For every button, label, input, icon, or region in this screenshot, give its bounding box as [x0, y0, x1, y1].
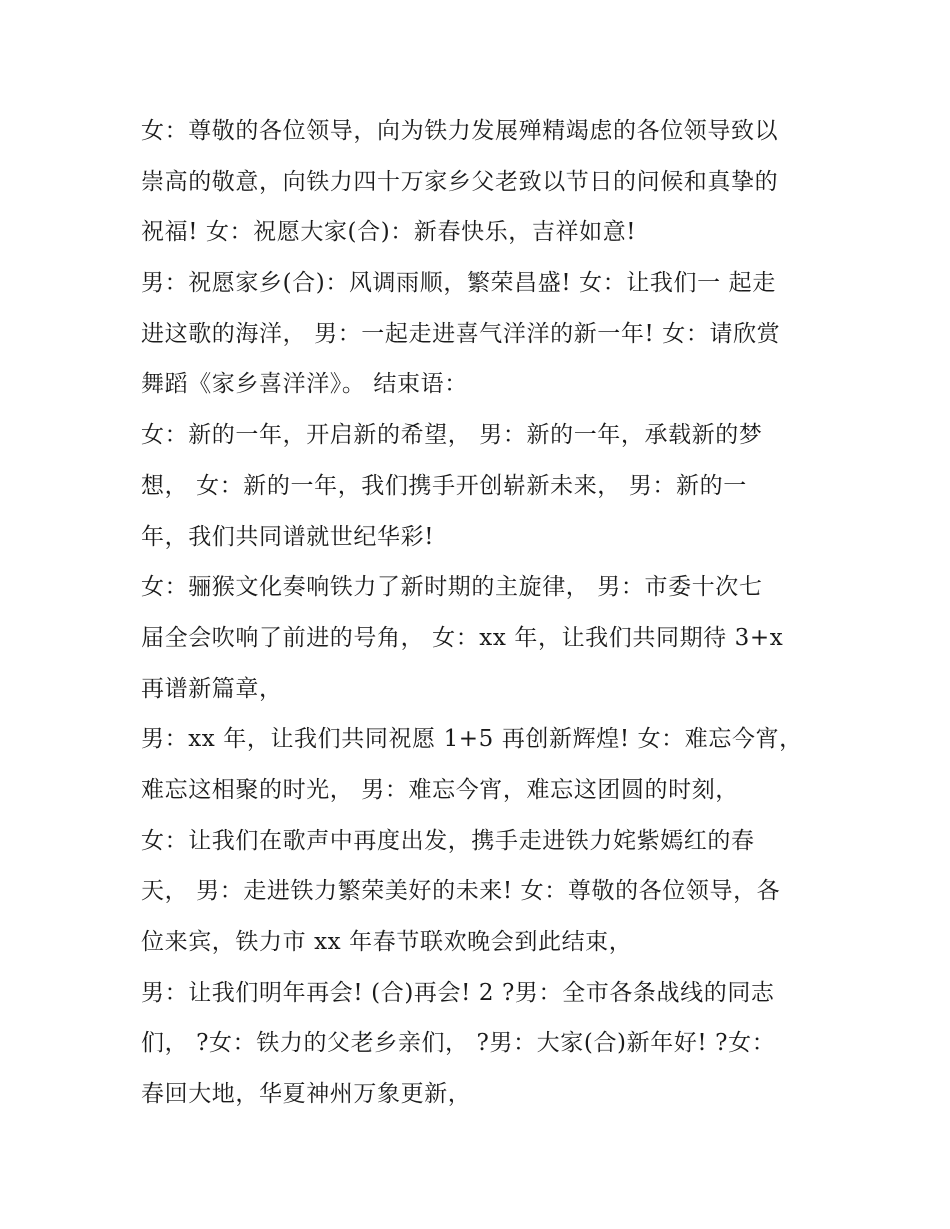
text-line: 崇高的敬意，向铁力四十万家乡父老致以节日的问候和真挚的: [141, 168, 779, 195]
text-line: 女：尊敬的各位领导，向为铁力发展殚精竭虑的各位领导致以: [141, 118, 779, 144]
text-line: 位来宾，铁力市 xx 年春节联欢晚会到此结束，: [141, 929, 633, 955]
text-line: 男：xx 年，让我们共同祝愿 1+5 再创新辉煌! 女：难忘今宵，: [141, 726, 803, 753]
text-line: 进这歌的海洋， 男：一起走进喜气洋洋的新一年! 女：请欣赏: [141, 320, 781, 347]
text-line: 舞蹈《家乡喜洋洋》。 结束语：: [141, 371, 468, 398]
text-line: 男：让我们明年再会! (合)再会! 2 ?男：全市各条战线的同志: [141, 979, 775, 1006]
text-line: 女：让我们在歌声中再度出发，携手走进铁力姹紫嫣红的春: [141, 827, 755, 854]
text-line: 们， ?女：铁力的父老乡亲们， ?男：大家(合)新年好! ?女：: [141, 1030, 776, 1057]
text-line: 女：骊猴文化奏响铁力了新时期的主旋律， 男：市委十次七: [141, 574, 763, 601]
text-line: 想， 女：新的一年，我们携手开创崭新未来， 男：新的一: [141, 472, 747, 499]
text-line: 难忘这相聚的时光， 男：难忘今宵，难忘这团圆的时刻，: [141, 776, 739, 803]
text-line: 女：新的一年，开启新的希望， 男：新的一年，承载新的梦: [141, 422, 763, 449]
text-line: 男：祝愿家乡(合)：风调雨顺，繁荣昌盛! 女：让我们一 起走: [141, 270, 776, 297]
text-line: 祝福! 女：祝愿大家(合)：新春快乐，吉祥如意!: [141, 219, 637, 246]
text-line: 届全会吹响了前进的号角， 女：xx 年，让我们共同期待 3+x: [141, 624, 784, 651]
text-line: 年，我们共同谱就世纪华彩!: [141, 523, 435, 550]
text-line: 春回大地，华夏神州万象更新，: [141, 1081, 472, 1108]
text-line: 再谱新篇章，: [141, 675, 283, 702]
text-line: 天， 男：走进铁力繁荣美好的未来! 女：尊敬的各位领导，各: [141, 878, 781, 905]
document-body: [141, 106, 821, 1120]
